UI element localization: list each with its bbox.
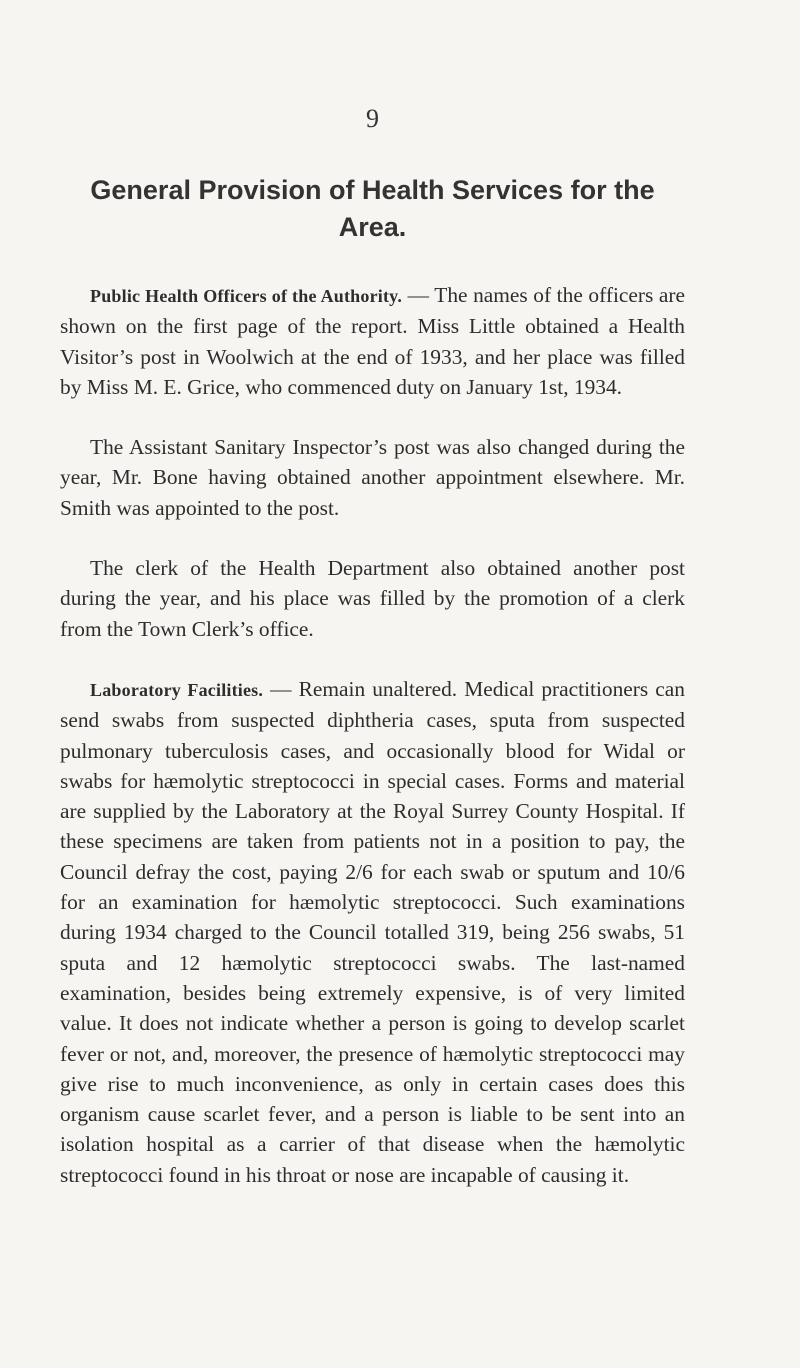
- paragraph-text: The names of the officers are shown on the first page of the report. Miss Little obtained a Health Visitor’s post in Woolwich at the end of 1933, and her place was filled by Miss M. E. Grice, who commenced duty on January 1st, 1934.: [60, 283, 686, 399]
- paragraph-text: Remain unaltered. Medical practitioners can send swabs from suspected diphtheria cases, sputa from suspected pulmonary tuberculosis cases, and occasionally blood for Widal or swabs for hæmolytic streptococci in special cases. Forms and material are supplied by the Laboratory at the Royal Surrey County Hospital. If these specimens are taken from patients not in a position to pay, the Council defray the cost, paying 2/6 for each swab or sputum and 10/6 for an examination for hæmolytic streptococci. Such examinations during 1934 charged to the Council totalled 319, being 256 swabs, 51 sputa and 12 hæmolytic streptococci swabs. The last-named examination, besides being extremely expensive, is of very limited value. It does not indicate whether a person is going to develop scarlet fever or not, and, moreover, the presence of hæmolytic streptococci may give rise to much inconvenience, as only in certain cases does this organism cause scarlet fever, and a person is liable to be sent into an isolation hospital as a carrier of that disease when the hæmolytic streptococci found in his throat or nose are incapable of causing it.: [60, 676, 685, 1187]
- body-text: [60, 280, 685, 1220]
- page-number: 9: [366, 104, 379, 133]
- heading-separator: —: [402, 283, 435, 307]
- paragraph-sanitary-inspector: [60, 432, 685, 523]
- paragraph-heading: Laboratory Facilities.: [90, 679, 264, 700]
- paragraph-heading: Public Health Officers of the Authority.: [90, 286, 403, 306]
- paragraph-clerk: [60, 553, 685, 644]
- paragraph-officers: [60, 280, 685, 402]
- paragraph-laboratory: [60, 674, 685, 1190]
- paragraph-text: The clerk of the Health Department also obtained another post during the year, and his place was filled by the promotion of a clerk from the Town Clerk’s office.: [60, 556, 685, 641]
- paragraph-text: The Assistant Sanitary Inspector’s post was also changed during the year, Mr. Bone having obtained another appointment elsewhere. Mr. Smith was appointed to the post.: [60, 435, 685, 520]
- heading-separator: —: [263, 676, 299, 701]
- section-title: General Provision of Health Services for the Area.: [90, 175, 655, 242]
